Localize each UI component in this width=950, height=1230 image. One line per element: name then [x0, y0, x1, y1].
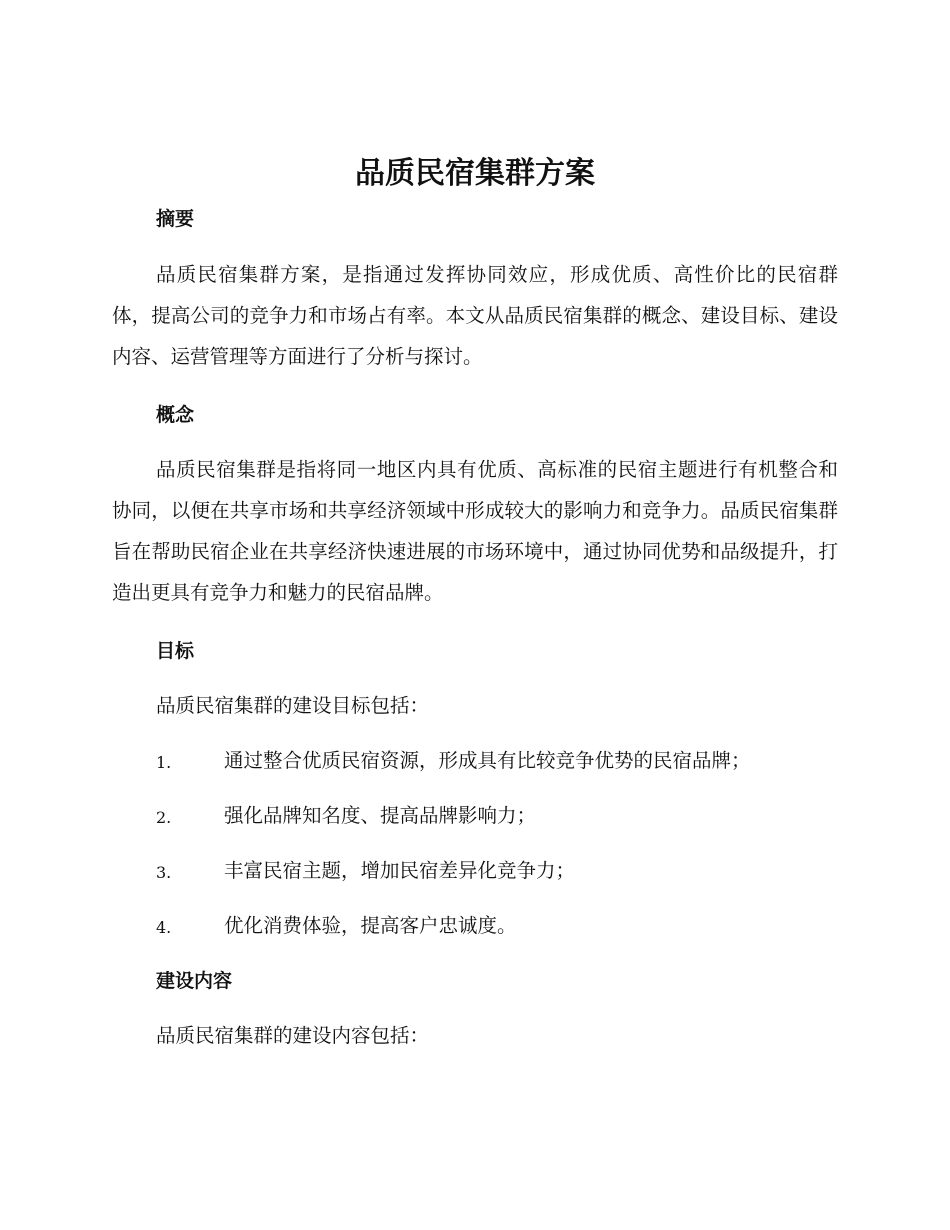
section-heading-content: 建设内容	[156, 970, 233, 992]
list-item-number: 4.	[156, 918, 172, 937]
section-heading-concept: 概念	[156, 404, 195, 426]
list-item	[156, 856, 856, 886]
list-item-text: 通过整合优质民宿资源，形成具有比较竞争优势的民宿品牌；	[224, 749, 751, 772]
list-item	[156, 801, 856, 831]
list-item-number: 1.	[156, 753, 172, 772]
abstract-paragraph: 品质民宿集群方案，是指通过发挥协同效应，形成优质、高性价比的民宿群体，提高公司的竞争力和市场占有率。本文从品质民宿集群的概念、建设目标、建设内容、运营管理等方面进行了分析与探讨。	[112, 263, 838, 368]
list-item-number: 2.	[156, 808, 172, 827]
section-heading-goals: 目标	[156, 640, 195, 662]
list-item-text: 丰富民宿主题，增加民宿差异化竞争力；	[224, 859, 576, 882]
concept-paragraph: 品质民宿集群是指将同一地区内具有优质、高标准的民宿主题进行有机整合和协同，以便在共享市场和共享经济领域中形成较大的影响力和竞争力。品质民宿集群旨在帮助民宿企业在共享经济快速进展的市场环境中，通过协同优势和品级提升，打造出更具有竞争力和魅力的民宿品牌。	[112, 458, 838, 604]
list-item-text: 优化消费体验，提高客户忠诚度。	[224, 914, 517, 937]
list-item-number: 3.	[156, 863, 172, 882]
section-heading-abstract: 摘要	[156, 208, 195, 230]
document-title: 品质民宿集群方案	[355, 156, 595, 191]
content-intro: 品质民宿集群的建设内容包括：	[156, 1024, 430, 1047]
list-item	[156, 911, 856, 941]
list-item	[156, 746, 856, 776]
list-item-text: 强化品牌知名度、提高品牌影响力；	[224, 804, 537, 827]
goals-intro: 品质民宿集群的建设目标包括：	[156, 694, 430, 717]
